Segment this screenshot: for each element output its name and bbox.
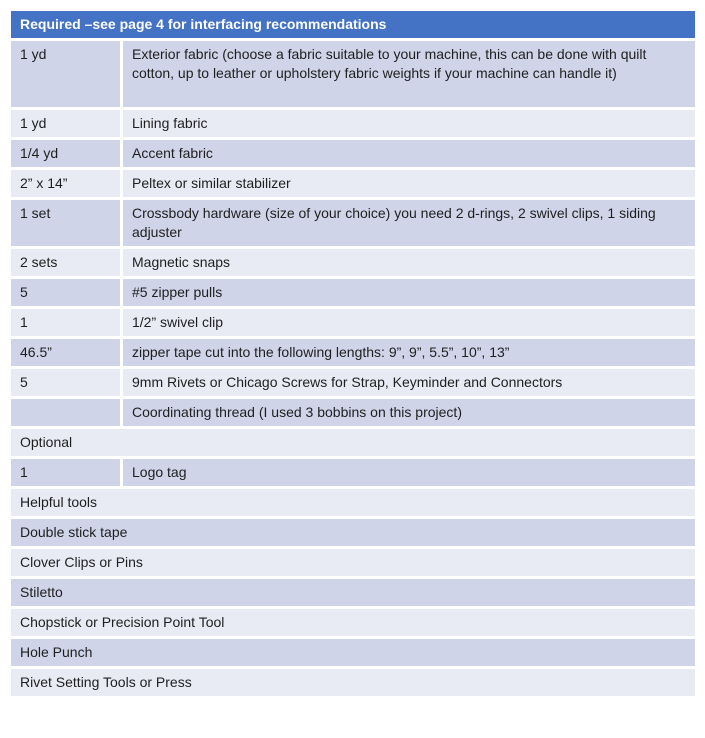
table-row: [11, 41, 695, 107]
quantity-cell: 1/4 yd: [11, 140, 120, 167]
description-cell: Magnetic snaps: [123, 249, 695, 276]
table-row: [11, 279, 695, 306]
description-cell: Accent fabric: [123, 140, 695, 167]
materials-table: [11, 11, 695, 699]
section-label-cell: Helpful tools: [11, 489, 695, 516]
quantity-cell: 5: [11, 369, 120, 396]
quantity-cell: 2” x 14”: [11, 170, 120, 197]
table-header-title: Required –see page 4 for interfacing recommendations: [20, 16, 387, 32]
quantity-cell: [11, 399, 120, 426]
description-cell: zipper tape cut into the following lengths: 9”, 9”, 5.5”, 10”, 13”: [123, 339, 695, 366]
quantity-cell: 46.5”: [11, 339, 120, 366]
table-header: [11, 11, 695, 38]
quantity-cell: 1 yd: [11, 110, 120, 137]
table-row: [11, 309, 695, 336]
table-row: [11, 200, 695, 246]
table-row: [11, 519, 695, 546]
table-row: [11, 110, 695, 137]
table-row: [11, 339, 695, 366]
section-label-cell: Optional: [11, 429, 695, 456]
quantity-cell: 1 set: [11, 200, 120, 246]
table-row: [11, 669, 695, 696]
section-label-cell: Chopstick or Precision Point Tool: [11, 609, 695, 636]
section-label-cell: Clover Clips or Pins: [11, 549, 695, 576]
table-row: [11, 609, 695, 636]
section-label-cell: Hole Punch: [11, 639, 695, 666]
description-cell: 9mm Rivets or Chicago Screws for Strap, Keyminder and Connectors: [123, 369, 695, 396]
table-row: [11, 140, 695, 167]
description-cell: Coordinating thread (I used 3 bobbins on this project): [123, 399, 695, 426]
table-row: [11, 579, 695, 606]
table-row: [11, 459, 695, 486]
section-label-cell: Stiletto: [11, 579, 695, 606]
table-row: [11, 399, 695, 426]
description-cell: Peltex or similar stabilizer: [123, 170, 695, 197]
table-row: [11, 489, 695, 516]
description-cell: #5 zipper pulls: [123, 279, 695, 306]
quantity-cell: 1 yd: [11, 41, 120, 107]
table-row: [11, 170, 695, 197]
quantity-cell: 1: [11, 309, 120, 336]
table-body: [11, 41, 695, 696]
table-row: [11, 549, 695, 576]
section-label-cell: Double stick tape: [11, 519, 695, 546]
table-row: [11, 249, 695, 276]
description-cell: 1/2” swivel clip: [123, 309, 695, 336]
quantity-cell: 2 sets: [11, 249, 120, 276]
table-row: [11, 429, 695, 456]
description-cell: Crossbody hardware (size of your choice) you need 2 d-rings, 2 swivel clips, 1 siding adjuster: [123, 200, 695, 246]
table-row: [11, 639, 695, 666]
quantity-cell: 1: [11, 459, 120, 486]
description-cell: Logo tag: [123, 459, 695, 486]
section-label-cell: Rivet Setting Tools or Press: [11, 669, 695, 696]
description-cell: Lining fabric: [123, 110, 695, 137]
table-row: [11, 369, 695, 396]
description-cell: Exterior fabric (choose a fabric suitable to your machine, this can be done with quilt cotton, up to leather or upholstery fabric weights if your machine can handle it): [123, 41, 695, 107]
quantity-cell: 5: [11, 279, 120, 306]
